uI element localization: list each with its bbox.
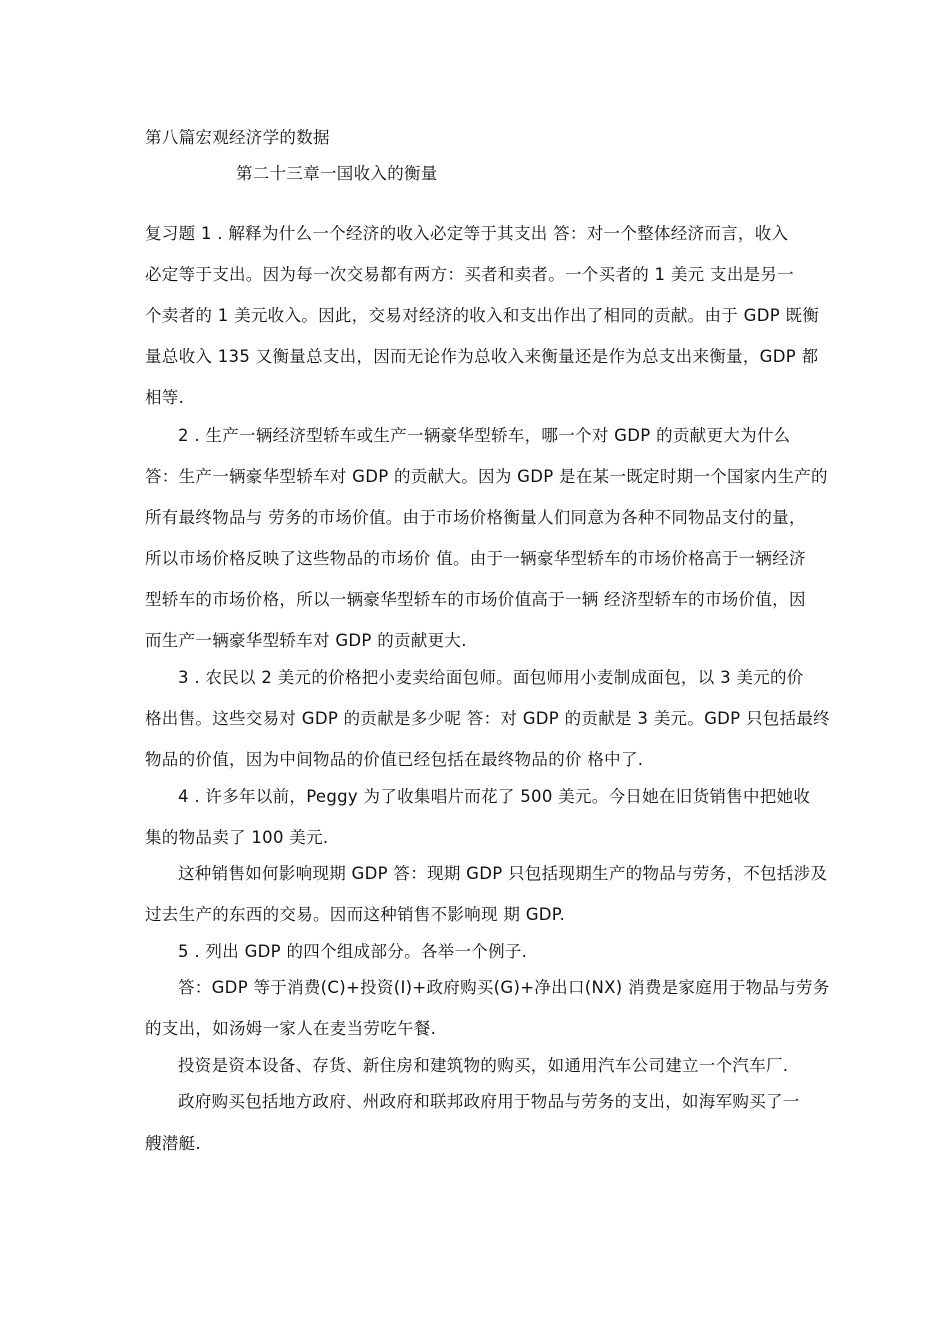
text-line: 过去生产的东西的交易。因而这种销售不影响现 期 GDP. [145,905,566,924]
text-line: 相等. [145,388,185,407]
chapter-title: 第二十三章一国收入的衡量 [236,164,438,183]
text-line: 型轿车的市场价格，所以一辆豪华型轿车的市场价值高于一辆 经济型轿车的市场价值，因 [145,590,806,609]
text-line: 5 . 列出 GDP 的四个组成部分。各举一个例子. [178,942,528,961]
text-line: 3 . 农民以 2 美元的价格把小麦卖给面包师。面包师用小麦制成面包，以 3 美元的价 [178,668,804,687]
text-line: 格出售。这些交易对 GDP 的贡献是多少呢 答：对 GDP 的贡献是 3 美元。GDP 只包括最终 [145,709,830,728]
text-line: 答：生产一辆豪华型轿车对 GDP 的贡献大。因为 GDP 是在某一既定时期一个国家内生产的 [145,467,828,486]
text-line: 必定等于支出。因为每一次交易都有两方：买者和卖者。一个买者的 1 美元 支出是另一 [145,265,795,284]
text-line: 艘潜艇. [145,1134,201,1153]
text-line: 集的物品卖了 100 美元. [145,828,329,847]
text-line: 政府购买包括地方政府、州政府和联邦政府用于物品与劳务的支出，如海军购买了一 [178,1092,800,1111]
text-line: 物品的价值，因为中间物品的价值已经包括在最终物品的价 格中了. [145,750,644,769]
text-line: 所以市场价格反映了这些物品的市场价 值。由于一辆豪华型轿车的市场价格高于一辆经济 [145,549,806,568]
text-line: 复习题 1 . 解释为什么一个经济的收入必定等于其支出 答：对一个整体经济而言，收入 [145,224,789,243]
part-title: 第八篇宏观经济学的数据 [145,128,330,147]
text-line: 个卖者的 1 美元收入。因此，交易对经济的收入和支出作出了相同的贡献。由于 GDP 既衡 [145,306,820,325]
text-line: 所有最终物品与 劳务的市场价值。由于市场价格衡量人们同意为各种不同物品支付的量， [145,508,806,527]
text-line: 2 . 生产一辆经济型轿车或生产一辆豪华型轿车，哪一个对 GDP 的贡献更大为什么 [178,426,791,445]
text-line: 投资是资本设备、存货、新住房和建筑物的购买，如通用汽车公司建立一个汽车厂. [178,1056,789,1075]
text-line: 而生产一辆豪华型轿车对 GDP 的贡献更大. [145,631,467,650]
text-line: 答：GDP 等于消费(C)+投资(I)+政府购买(G)+净出口(NX) 消费是家庭用于物品与劳务 [178,978,830,997]
text-line: 量总收入 135 又衡量总支出，因而无论作为总收入来衡量还是作为总支出来衡量，GDP 都 [145,347,819,366]
text-line: 这种销售如何影响现期 GDP 答：现期 GDP 只包括现期生产的物品与劳务，不包括涉及 [178,864,828,883]
text-line: 4 . 许多年以前，Peggy 为了收集唱片而花了 500 美元。今日她在旧货销售中把她收 [178,787,811,806]
text-line: 的支出，如汤姆一家人在麦当劳吃午餐. [145,1019,437,1038]
